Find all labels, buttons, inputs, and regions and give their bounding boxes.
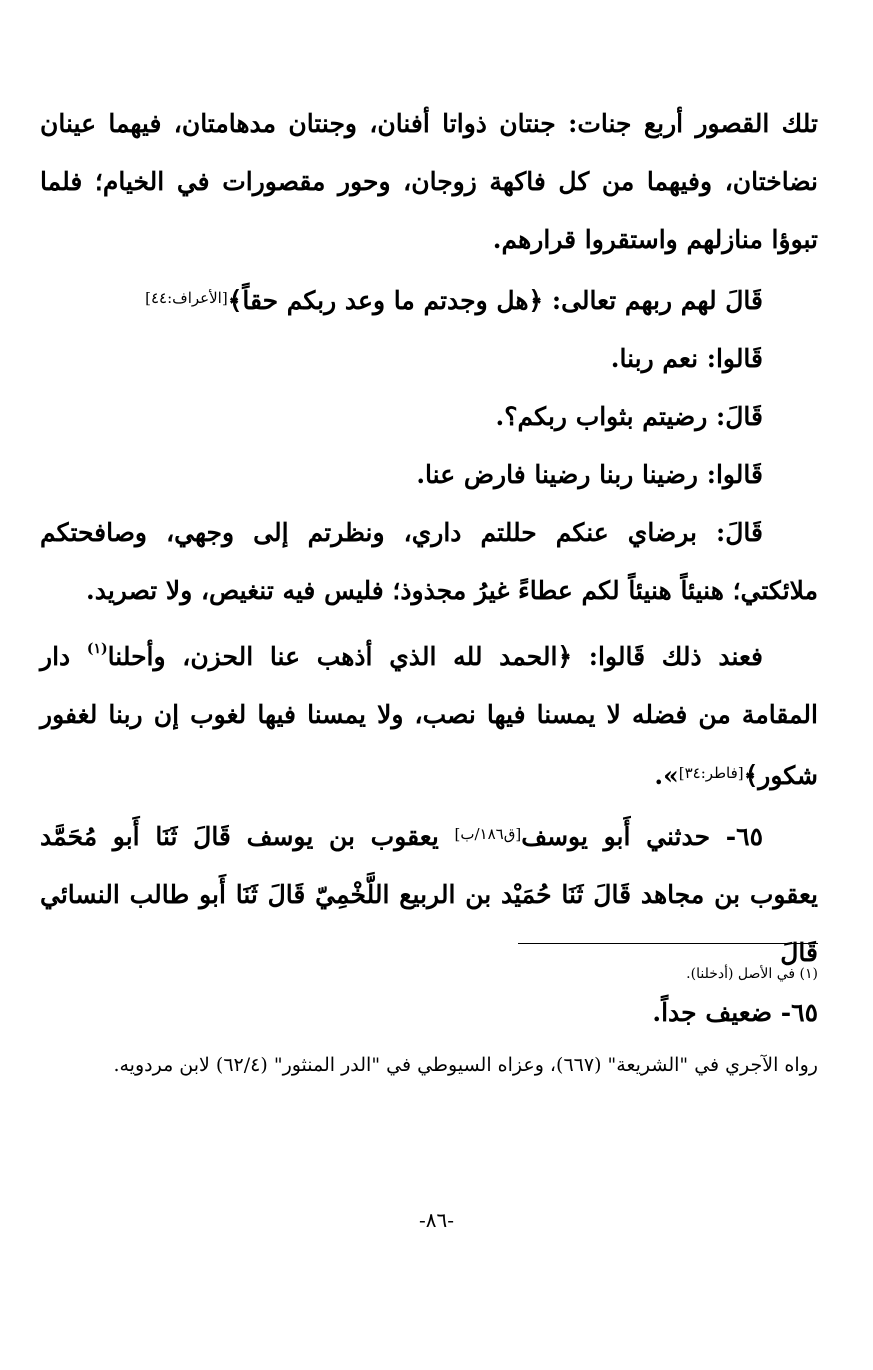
hadith-paragraph (40, 805, 818, 982)
paragraph-intro: تلك القصور أربع جنات: جنتان ذواتا أفنان، وجنتان مدهامتان، فيهما عينان نضاختان، وفيهما من كل فاكهة زوجان، وحور مقصورات في الخيام؛ فلما تبوؤا منازلهم واستقروا قرارهم. (40, 109, 818, 254)
dialogue-line-4: قَالوا: رضينا ربنا رضينا فارض عنا. (416, 460, 763, 489)
hadith-number: ٦٥- (725, 822, 763, 851)
dialogue-line-3: قَالَ: رضيتم بثواب ربكم؟. (495, 402, 763, 431)
quran-reference: [الأعراف:٤٤] (145, 289, 228, 307)
footnote-divider (518, 943, 818, 944)
dialogue-line-2: قَالوا: نعم ربنا. (610, 344, 763, 373)
main-text (40, 95, 818, 982)
closing-text-1: فعند ذلك قَالوا: ﴿الحمد لله الذي أذهب عنا الحزن، وأحلنا (107, 642, 763, 671)
quran-reference-2: [فاطر:٣٤] (678, 764, 744, 782)
footnote-1: (١) في الأصل (أدخلنا). (686, 966, 818, 982)
closing-text-2: دار المقامة من فضله لا يمسنا فيها نصب، ولا يمسنا فيها لغوب إن ربنا لغفور شكور﴾ (40, 642, 818, 790)
closing-paragraph (40, 620, 818, 805)
hadith-text-1: حدثني أَبو يوسف (521, 822, 726, 851)
closing-end: ». (654, 761, 679, 790)
dialogue-line-1 (40, 269, 818, 330)
dialogue-line-1-text: قَالَ لهم ربهم تعالى: ﴿هل وجدتم ما وعد ربكم حقاً﴾ (227, 286, 763, 315)
hadith-text-2: يعقوب بن يوسف قَالَ ثَنَا أَبو مُحَمَّد يعقوب بن مجاهد قَالَ ثَنَا حُمَيْد بن الربيع اللَّخْمِيّ قَالَ ثَنَا أَبو طالب النسائي قَالَ (40, 822, 818, 967)
footnotes-section (40, 960, 818, 1093)
footnote-body: رواه الآجري في "الشريعة" (٦٦٧)، وعزاه السيوطي في "الدر المنثور" (٦٢/٤) لابن مردويه. (113, 1054, 818, 1076)
dialogue-line-5: قَالَ: برضاي عنكم حللتم داري، ونظرتم إلى وجهي، وصافحتكم ملائكتي؛ هنيئاً هنيئاً لكم عطاءً غيرُ مجذوذ؛ فليس فيه تنغيص، ولا تصريد. (40, 518, 818, 605)
footnote-grade: ٦٥- ضعيف جداً. (652, 998, 818, 1027)
manuscript-reference: [ق١٨٦/ب] (454, 825, 522, 843)
footnote-marker: (١) (86, 641, 108, 657)
page-number: -٨٦- (418, 1208, 454, 1232)
